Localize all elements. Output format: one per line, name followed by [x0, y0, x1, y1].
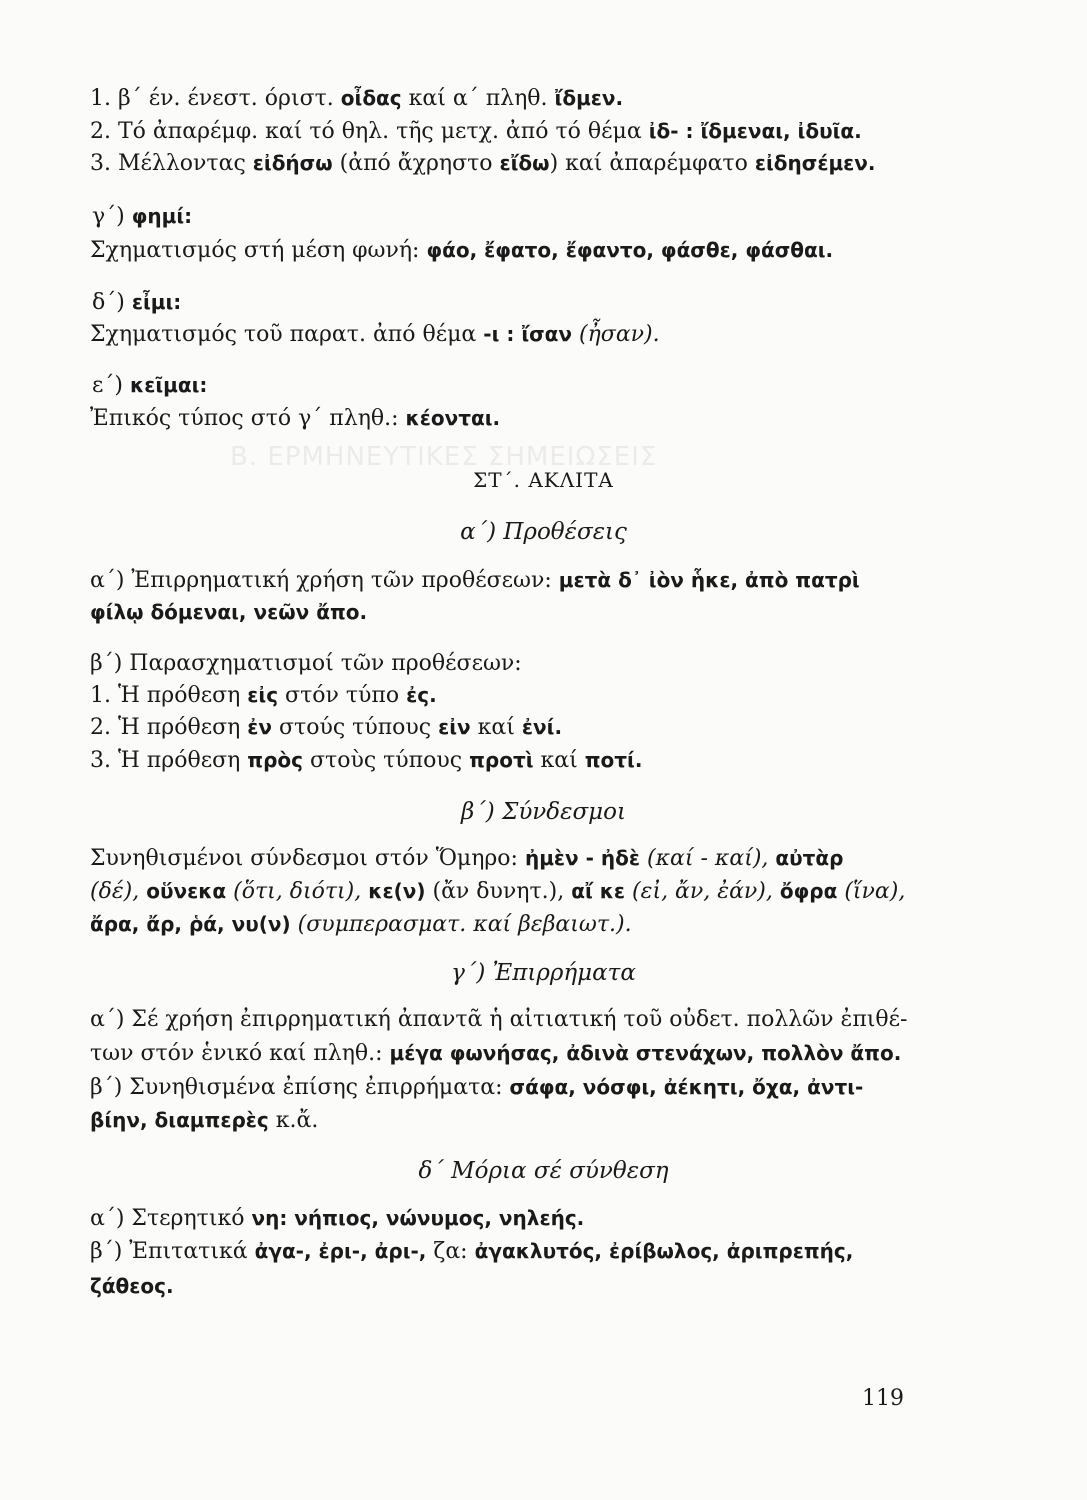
greek-term: κε(ν)	[368, 879, 426, 903]
subsection-heading	[92, 288, 181, 317]
text-span: των στόν ἑνικό καί πληθ.:	[90, 1041, 390, 1066]
greek-term: κεῖμαι:	[129, 373, 208, 397]
text-line	[90, 149, 876, 178]
greek-term: ἐς.	[406, 683, 437, 707]
text-line	[90, 1039, 901, 1068]
greek-term: εἶμι:	[131, 290, 182, 314]
greek-term: κέονται.	[405, 406, 501, 430]
section-subtitle: γ΄) Ἐπιρρήματα	[451, 960, 636, 986]
greek-term: αἴ κε	[571, 879, 626, 903]
greek-term: οἶδας	[340, 86, 402, 110]
greek-term: εἰν	[438, 715, 471, 739]
greek-term: -ι : ἴσαν	[483, 322, 573, 346]
text-line	[90, 713, 562, 742]
page-number: 119	[862, 1386, 904, 1411]
greek-term: ποτί.	[584, 748, 643, 772]
greek-term: εἴδω	[499, 151, 550, 175]
text-span: (ἄν δυνητ.),	[425, 879, 572, 904]
text-line	[90, 117, 862, 146]
text-span: Σχηματισμός τοῦ παρατ. ἀπό θέμα	[90, 322, 484, 347]
text-line	[90, 1204, 584, 1233]
text-span: 1. β΄ έν. ένεστ. όριστ.	[90, 86, 341, 111]
text-span: (ἵνα),	[837, 879, 906, 904]
text-span: (ὅτι, διότι),	[226, 879, 369, 904]
text-span: στοὺς τύπους	[303, 748, 470, 773]
text-span: 2. Τό ἀπαρέμφ. καί τό θηλ. τῆς μετχ. ἀπό τό θέμα	[90, 119, 649, 144]
text-line	[90, 1237, 853, 1266]
text-line	[90, 877, 905, 906]
greek-term: ἄρα, ἄρ, ῥά, νυ(ν)	[90, 912, 291, 936]
text-span: στόν τύπο	[278, 683, 407, 708]
text-span: στούς τύπους	[272, 715, 439, 740]
greek-term: νη: νήπιος, νώνυμος, νηλεής.	[251, 1206, 585, 1230]
greek-term: αὐτὰρ	[775, 846, 844, 870]
greek-term: ἰδ- : ἴδμεναι, ἰδυῖα.	[648, 119, 862, 143]
section-subtitle: α΄) Προθέσεις	[460, 519, 627, 545]
greek-term: προτὶ	[469, 748, 534, 772]
text-line	[90, 844, 844, 873]
text-line	[90, 404, 500, 433]
text-span: (εἰ, ἄν, ἐάν),	[625, 879, 780, 904]
text-line	[90, 84, 623, 113]
greek-term: ζάθεος.	[90, 1274, 174, 1298]
greek-term: πρὸς	[247, 748, 304, 772]
text-line	[90, 746, 642, 775]
text-span: καί	[533, 748, 585, 773]
greek-term: βίην, διαμπερὲς	[90, 1108, 269, 1132]
text-line	[90, 1073, 863, 1102]
text-span: Σχηματισμός στή μέση φωνή:	[90, 238, 427, 263]
greek-term: μετὰ δ᾽ ἰὸν ἧκε, ἀπὸ πατρὶ	[558, 568, 860, 592]
greek-term: εἰδήσω	[252, 151, 333, 175]
text-span: (δέ),	[90, 879, 147, 904]
greek-term: ἀγακλυτός, ἐρίβωλος, ἀριπρεπής,	[474, 1239, 854, 1263]
section-subtitle: δ΄ Μόρια σέ σύνθεση	[418, 1158, 669, 1184]
text-span: 2. Ἡ πρόθεση	[90, 715, 248, 740]
text-span: (ἀπό ἄχρηστο	[332, 151, 500, 176]
text-span: (καί - καί),	[640, 846, 776, 871]
text-line: α΄) Σέ χρήση ἐπιρρηματική ἀπαντᾶ ἡ αἰτιατική τοῦ οὐδετ. πολλῶν ἐπιθέ-	[90, 1007, 908, 1032]
text-span: ζα:	[426, 1239, 475, 1264]
greek-term: ὄφρα	[779, 879, 838, 903]
greek-term: οὕνεκα	[146, 879, 227, 903]
greek-term: ἐνί.	[521, 715, 563, 739]
text-span: γ΄)	[92, 204, 132, 229]
text-line	[90, 320, 660, 349]
text-span: Συνηθισμένοι σύνδεσμοι στόν Ὅμηρο:	[90, 846, 525, 871]
text-span: Ἐπικός τύπος στό γ΄ πληθ.:	[90, 406, 406, 431]
greek-term: φάο, ἔφατο, ἔφαντο, φάσθε, φάσθαι.	[426, 238, 834, 262]
text-line	[90, 1106, 318, 1135]
text-line	[90, 566, 860, 595]
section-subtitle: β΄) Σύνδεσμοι	[460, 799, 626, 825]
text-line: β΄) Παρασχηματισμοί τῶν προθέσεων:	[90, 651, 522, 676]
text-line	[90, 910, 632, 939]
text-span: (συμπερασματ. καί βεβαιωτ.).	[290, 912, 632, 937]
greek-term: ἀγα-, ἐρι-, ἀρι-,	[254, 1239, 427, 1263]
text-span: καί	[470, 715, 522, 740]
greek-term: ἴδμεν.	[554, 86, 624, 110]
subsection-heading	[92, 371, 207, 400]
text-span: ε΄)	[92, 373, 130, 398]
subsection-heading	[92, 202, 192, 231]
text-span: 3. Ἡ πρόθεση	[90, 748, 248, 773]
text-span: 3. Μέλλοντας	[90, 151, 253, 176]
text-line	[90, 598, 367, 627]
greek-term: εἰς	[247, 683, 279, 707]
greek-term: φίλῳ δόμεναι, νεῶν ἄπο.	[90, 600, 368, 624]
text-span: ) καί ἀπαρέμφατο	[549, 151, 755, 176]
section-title: ΣΤ΄. ΑΚΛΙΤΑ	[473, 468, 614, 492]
greek-term: μέγα φωνήσας, ἀδινὰ στενάχων, πολλὸν ἄπο.	[389, 1041, 902, 1065]
greek-term: φημί:	[131, 204, 193, 228]
text-span: κ.ἄ.	[268, 1108, 319, 1133]
text-span: καί α΄ πληθ.	[401, 86, 555, 111]
text-line	[90, 681, 437, 710]
text-span: β΄) Ἐπιτατικά	[90, 1239, 255, 1264]
text-span: α΄) Ἐπιρρηματική χρήση τῶν προθέσεων:	[90, 568, 559, 593]
text-line	[90, 236, 833, 265]
greek-term: εἰδησέμεν.	[754, 151, 876, 175]
text-span: β΄) Συνηθισμένα ἐπίσης ἐπιρρήματα:	[90, 1075, 510, 1100]
text-span: 1. Ἡ πρόθεση	[90, 683, 248, 708]
text-span: α΄) Στερητικό	[90, 1206, 252, 1231]
text-span: δ΄)	[92, 290, 132, 315]
greek-term: ἐν	[247, 715, 273, 739]
greek-term: ἠμὲν - ἠδὲ	[524, 846, 641, 870]
text-line	[90, 1272, 174, 1301]
greek-term: σάφα, νόσφι, ἀέκητι, ὄχα, ἀντι-	[509, 1075, 864, 1099]
text-span: (ἦσαν).	[572, 322, 660, 347]
bleed-through-title: Β. ΕΡΜΗΝΕΥΤΙΚΕΣ ΣΗΜΕΙΩΣΕΙΣ	[230, 442, 658, 472]
